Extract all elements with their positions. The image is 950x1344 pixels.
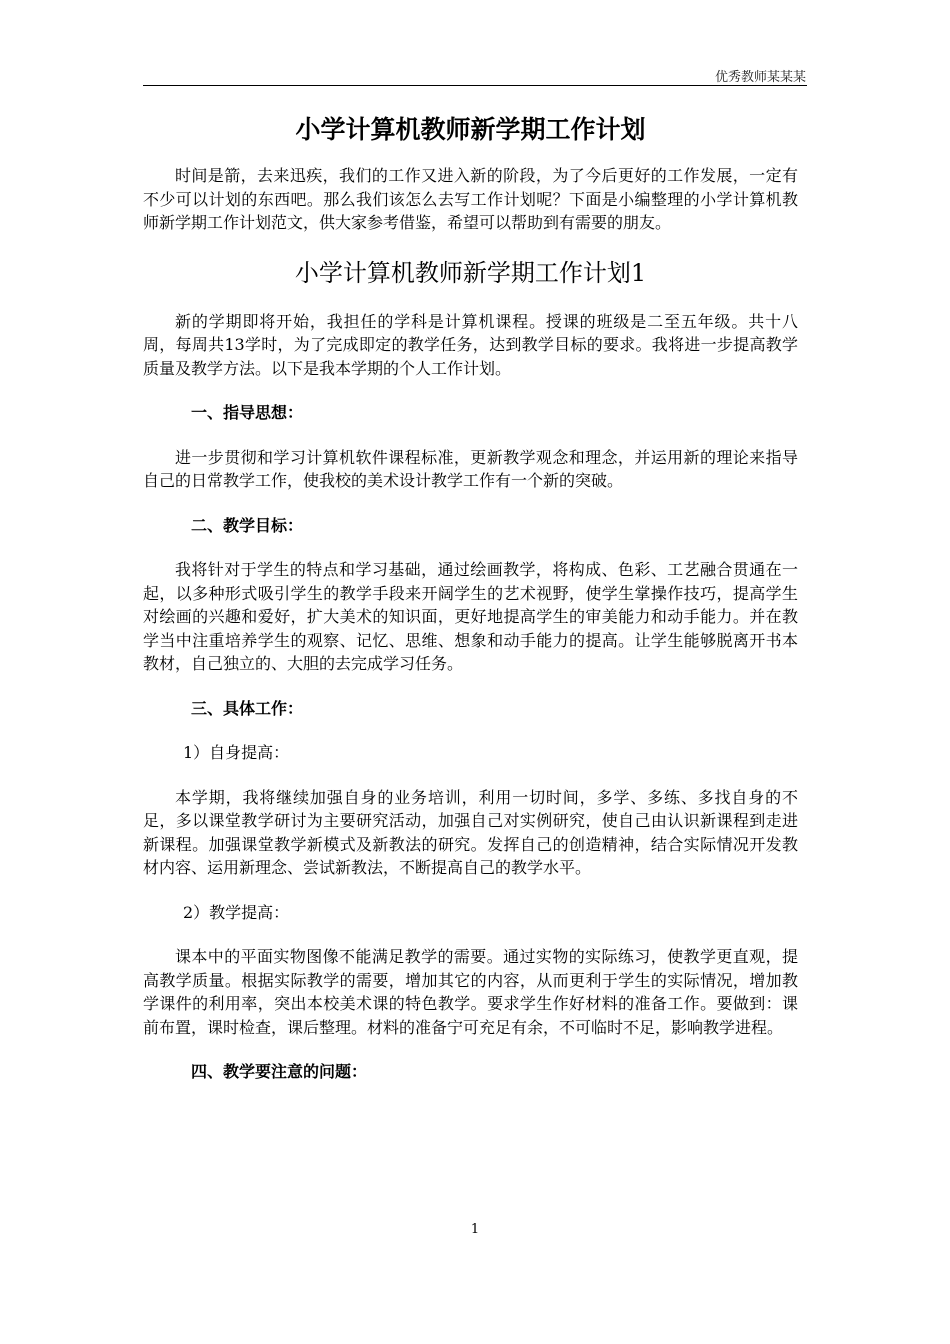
page-number: 1 xyxy=(470,1222,480,1237)
paragraph-overview: 新的学期即将开始，我担任的学科是计算机课程。授课的班级是二至五年级。共十八周，每周共13学时，为了完成即定的教学任务，达到教学目标的要求。我将进一步提高教学质量及教学方法。以下是我本学期的个人工作计划。 xyxy=(143,311,798,378)
heading-teaching-issues: 四、教学要注意的问题： xyxy=(191,1062,368,1081)
intro-paragraph: 时间是箭，去来迅疾，我们的工作又进入新的阶段，为了今后更好的工作发展，一定有不少可以计划的东西吧。那么我们该怎么去写工作计划呢？下面是小编整理的小学计算机教师新学期工作计划范文，供大家参考借鉴，希望可以帮助到有需要的朋友。 xyxy=(143,166,798,232)
heading-guiding-thought: 一、指导思想： xyxy=(191,403,304,422)
paragraph-teaching-goals: 我将针对于学生的特点和学习基础，通过绘画教学，将构成、色彩、工艺融合贯通在一起，以多种形式吸引学生的教学手段来开阔学生的艺术视野，使学生掌操作技巧，提高学生对绘画的兴趣和爱好，扩大美术的知识面，更好地提高学生的审美能力和动手能力。并在教学当中注重培养学生的观察、记忆、思维、想象和动手能力的提高。让学生能够脱离开书本教材，自己独立的、大胆的去完成学习任务。 xyxy=(143,560,798,673)
paragraph-guiding-thought: 进一步贯彻和学习计算机软件课程标准，更新教学观念和理念，并运用新的理论来指导自己的日常教学工作，使我校的美术设计教学工作有一个新的突破。 xyxy=(143,447,798,490)
subheading-self-improvement: 1）自身提高： xyxy=(183,743,290,762)
section-title: 小学计算机教师新学期工作计划1 xyxy=(294,258,647,287)
heading-teaching-goals: 二、教学目标： xyxy=(191,515,304,535)
document-title: 小学计算机教师新学期工作计划 xyxy=(295,115,646,144)
heading-specific-work: 三、具体工作： xyxy=(191,698,304,718)
header-author: 优秀教师某某某 xyxy=(714,70,806,85)
paragraph-self-improvement: 本学期，我将继续加强自身的业务培训，利用一切时间，多学、多练、多找自身的不足，多以课堂教学研讨为主要研究活动，加强自己对实例研究，使自己由认识新课程到走进新课程。加强课堂教学新模式及新教法的研究。发挥自己的创造精神，结合实际情况开发教材内容、运用新理念、尝试新教法，不断提高自己的教学水平。 xyxy=(143,787,798,877)
document-body xyxy=(143,112,798,1105)
header-divider xyxy=(143,85,807,86)
paragraph-teaching-improvement: 课本中的平面实物图像不能满足教学的需要。通过实物的实际练习，使教学更直观，提高教学质量。根据实际教学的需要，增加其它的内容，从而更利于学生的实际情况，增加教学课件的利用率，突出本校美术课的特色教学。要求学生作好材料的准备工作。要做到：课前布置，课时检查，课后整理。材料的准备宁可充足有余，不可临时不足，影响教学进程。 xyxy=(143,947,798,1037)
subheading-teaching-improvement: 2）教学提高： xyxy=(183,902,290,922)
